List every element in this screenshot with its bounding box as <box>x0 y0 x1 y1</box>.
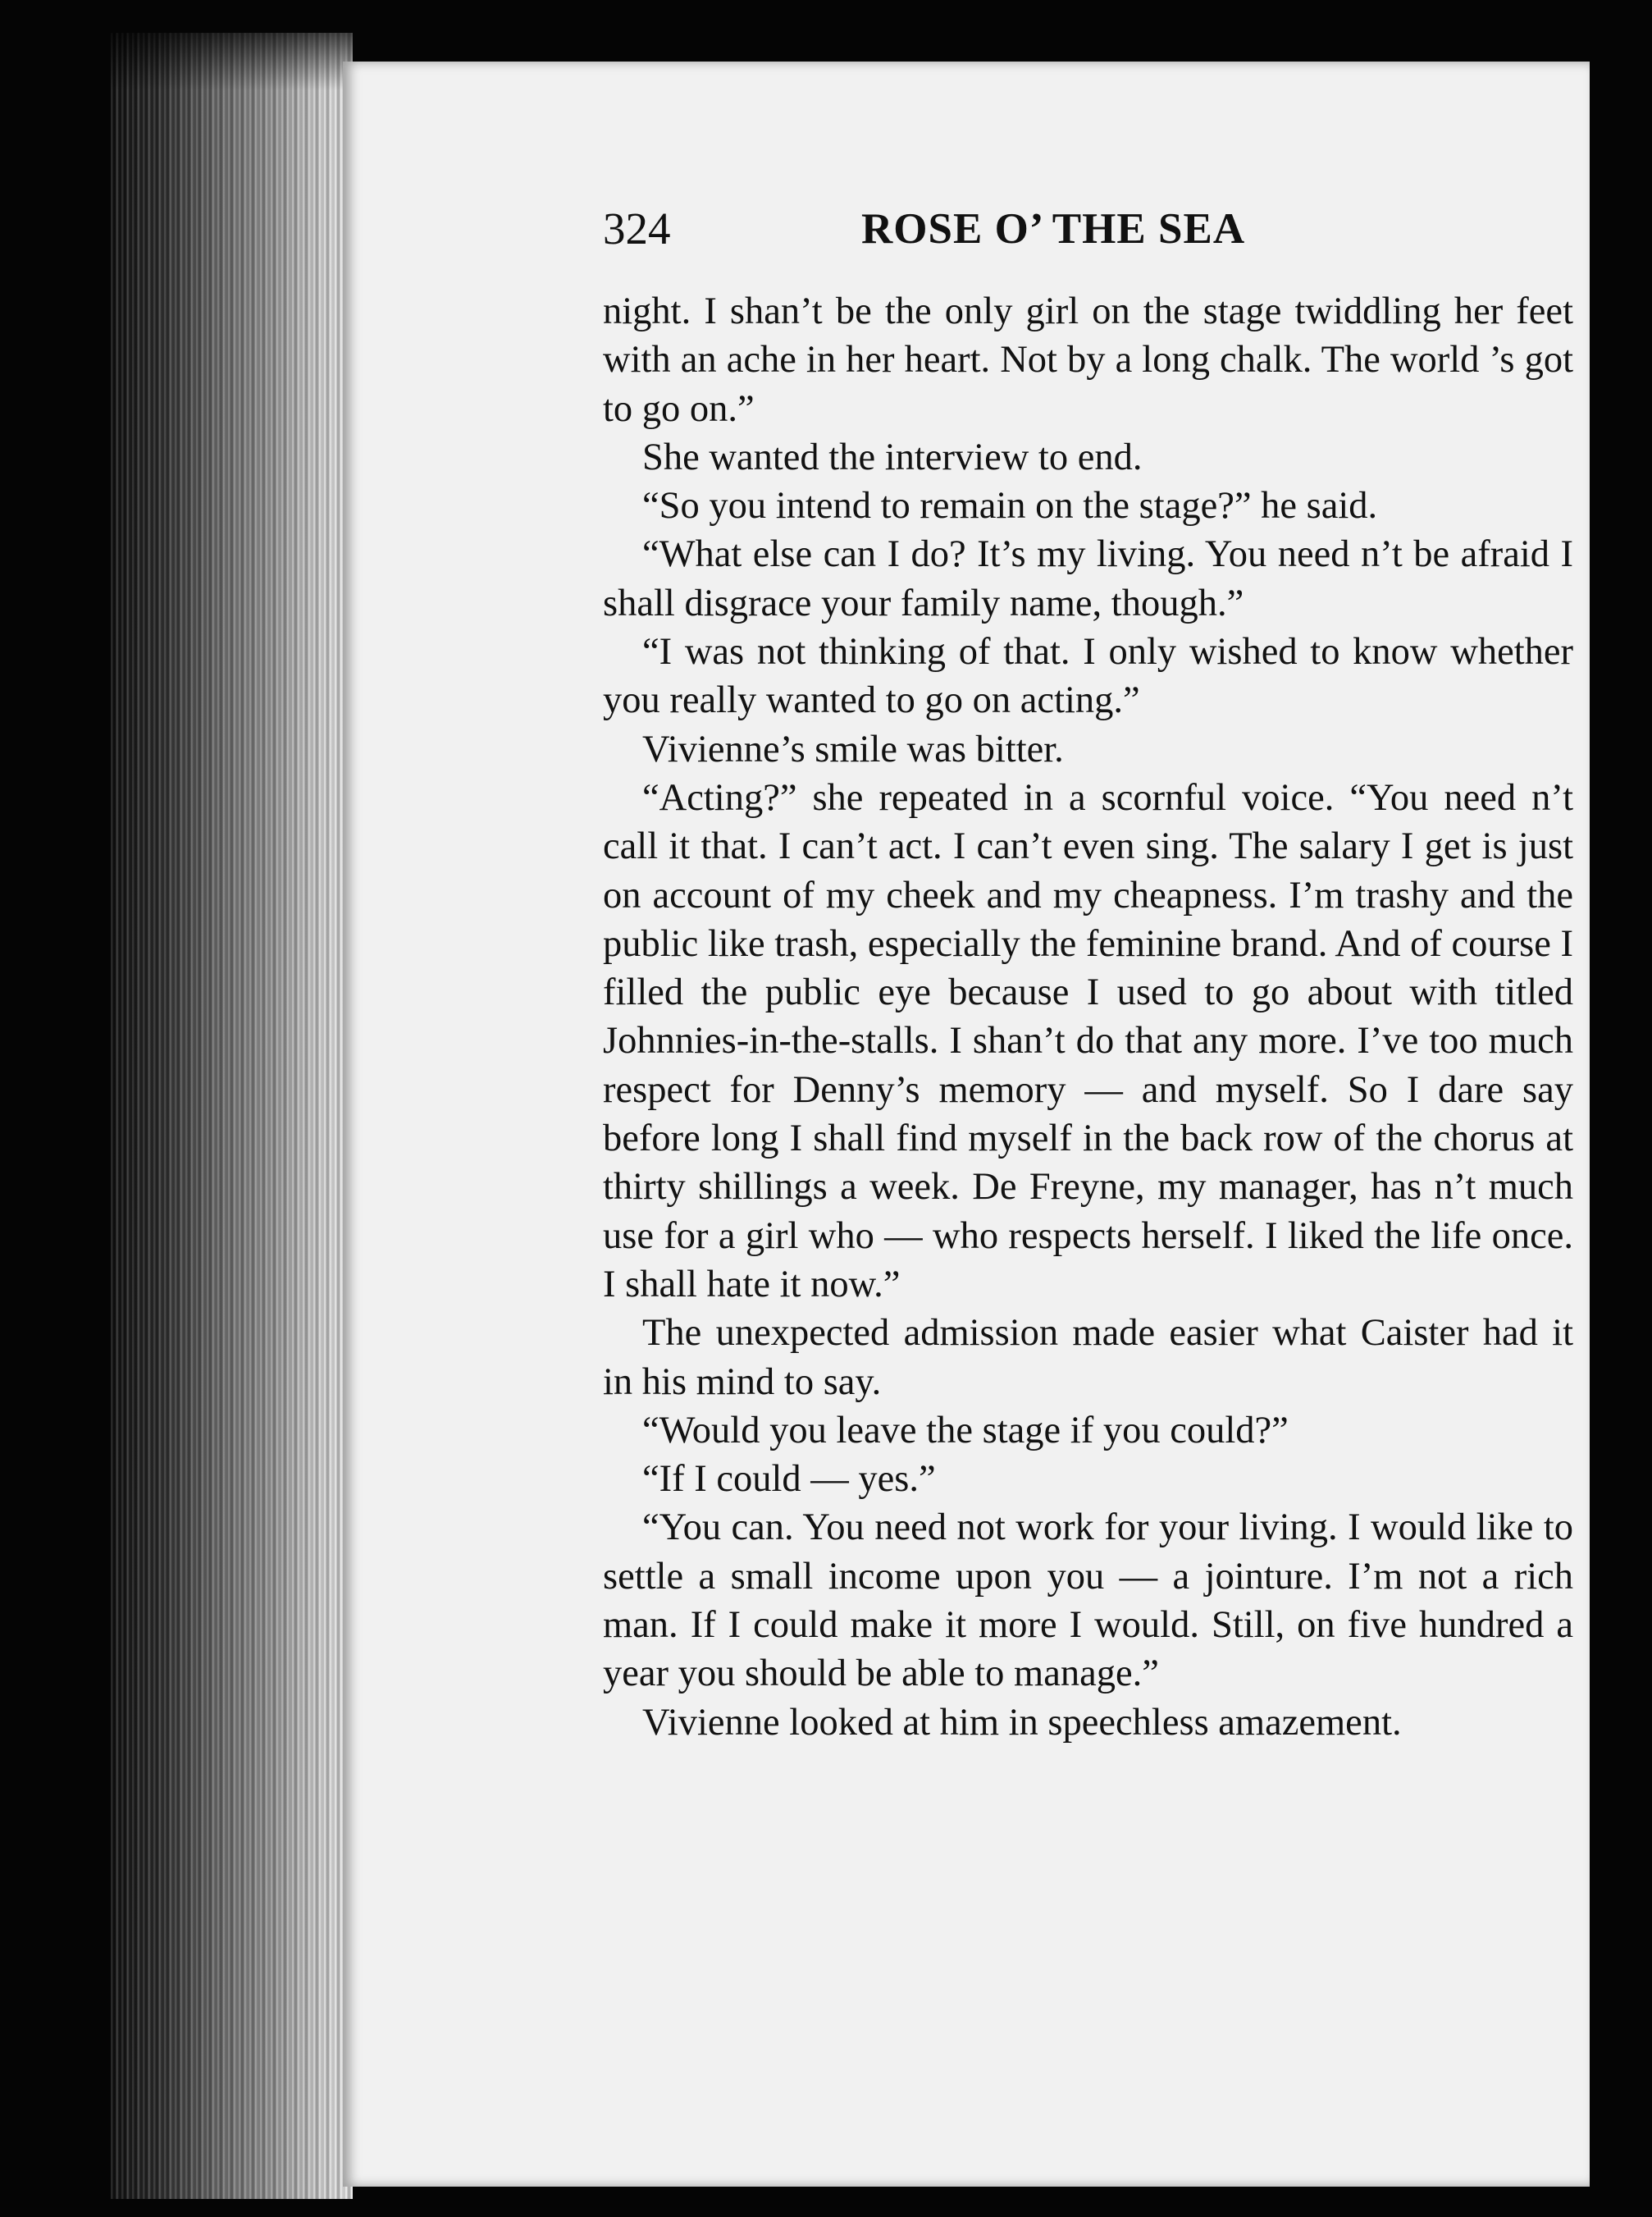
page-number: 324 <box>603 203 671 254</box>
paragraph: Vivienne looked at him in speechless amazement. <box>642 1701 1402 1744</box>
paragraph: “So you intend to remain on the stage?” he said. <box>642 485 1378 528</box>
book-page-edges <box>111 33 353 2199</box>
paragraph: “What else can I do? It’s my living. You need n’t be afraid I shall disgrace your family name, though.” <box>603 533 1573 624</box>
paragraph: “Acting?” she repeated in a scornful voice. “You need n’t call it that. I can’t act. I can’t even sing. The salary I get is just on account of my cheek and my cheapness. I’m trashy and the public like trash, especially the feminine brand. And of course I filled the public eye because I used to go about with titled Johnnies-in-the-stalls. I shan’t do that any more. I’ve too much respect for Denny’s memory — and myself. So I dare say before long I shall find myself in the back row of the chorus at thirty shillings a week. De Freyne, my manager, has n’t much use for a girl who — who respects herself. I liked the life once. I shall hate it now.” <box>603 776 1573 1305</box>
paragraph: night. I shan’t be the only girl on the stage twiddling her feet with an ache in her heart. Not by a long chalk. The world ’s got to go on.” <box>603 290 1573 430</box>
paragraph: She wanted the interview to end. <box>642 436 1143 478</box>
paragraph: Vivienne’s smile was bitter. <box>642 728 1064 770</box>
paragraph: “I was not thinking of that. I only wished to know whether you really wanted to go on acting.” <box>603 631 1573 722</box>
paragraph: The unexpected admission made easier what Caister had it in his mind to say. <box>603 1312 1573 1403</box>
running-title: ROSE O’ THE SEA <box>861 205 1246 253</box>
paragraph: “Would you leave the stage if you could?” <box>642 1409 1289 1451</box>
body-text <box>603 287 1573 1747</box>
page-edge-shadow <box>111 33 353 90</box>
paragraph: “You can. You need not work for your living. I would like to settle a small income upon you — a jointure. I’m not a rich man. If I could make it more I would. Still, on five hundred a year you should be able to manage.” <box>603 1506 1573 1695</box>
page-header <box>603 197 1587 263</box>
paragraph: “If I could — yes.” <box>642 1458 936 1501</box>
